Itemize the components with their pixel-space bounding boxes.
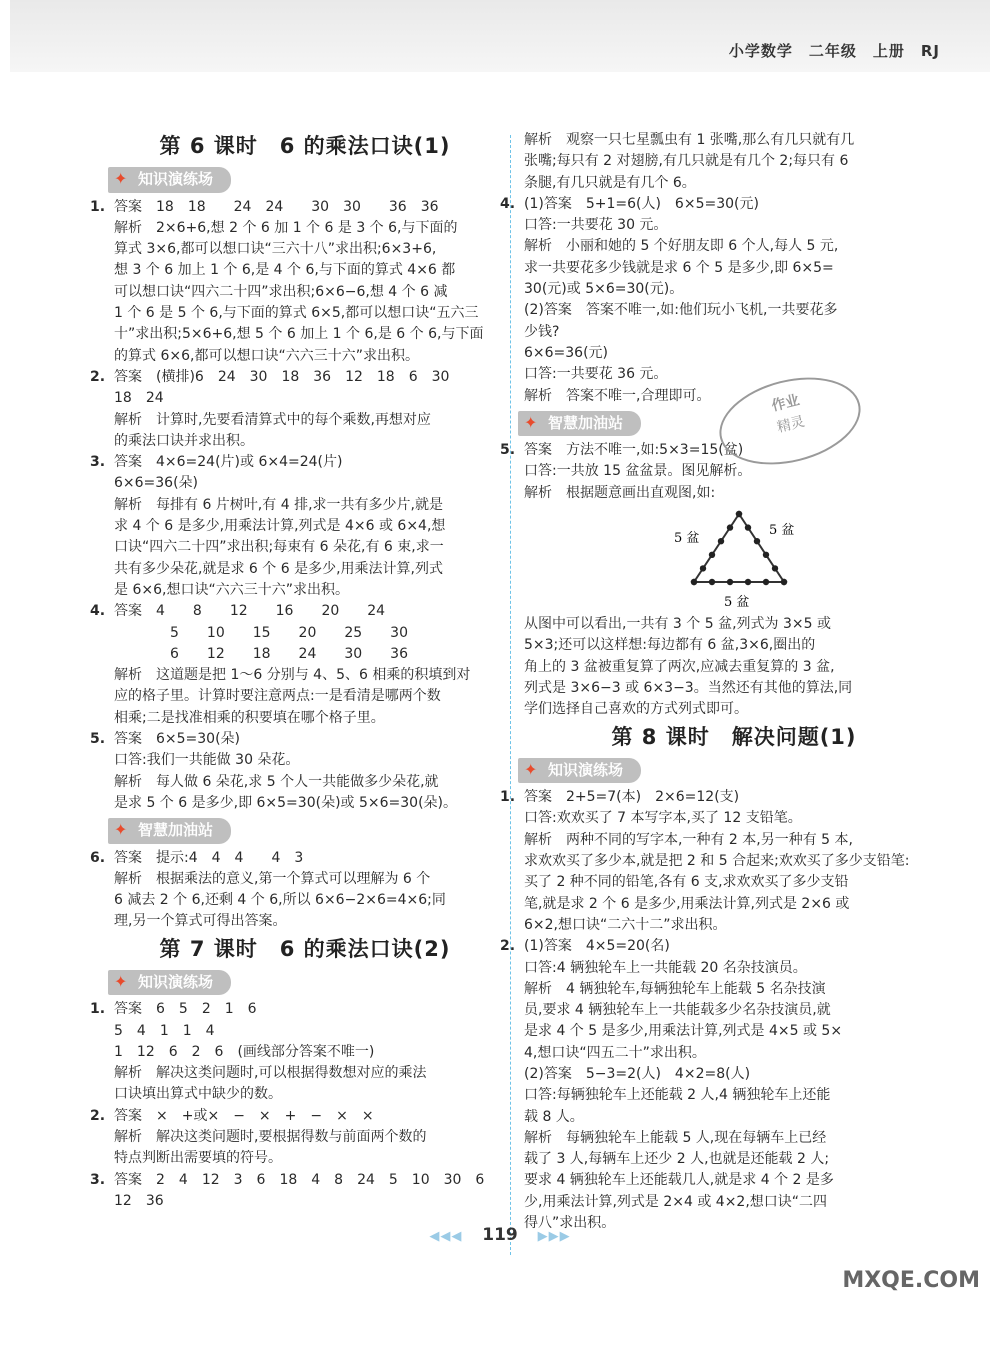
answer-text: 解析 每排有 6 片树叶,有 4 排,求一共有多少片,就是 <box>114 496 443 513</box>
answer-line <box>114 1042 496 1063</box>
answer-text: 解析 2×6+6,想 2 个 6 加 1 个 6 是 3 个 6,与下面的 <box>114 219 458 236</box>
answer-text: 张嘴;每只有 2 对翅膀,有几只就是有几个 2;每只有 6 <box>524 153 849 170</box>
answer-list <box>90 197 496 815</box>
answer-line <box>524 1149 944 1170</box>
section-tag-practice: ✦ 知识演练场 <box>108 970 231 995</box>
answer-text: 口答:一共要花 30 元。 <box>524 217 668 234</box>
answer-line <box>500 936 944 957</box>
answer-text: 1 个 6 是 5 个 6,与下面的算式 6×5,都可以想口诀“五六三 <box>114 305 479 322</box>
answer-line <box>114 1148 496 1169</box>
question-number: 4. <box>90 603 106 620</box>
answer-line <box>524 979 944 1000</box>
pot-dot <box>763 552 769 558</box>
answer-text: 1 12 6 2 6 (画线部分答案不唯一) <box>114 1043 375 1060</box>
answer-line <box>524 872 944 893</box>
answer-text: 5 10 15 20 25 30 <box>114 624 408 641</box>
answer-text: 员,要求 4 辆独轮车上一共能载多少名杂技演员,就 <box>524 1002 831 1019</box>
answer-text: 6×2,想口诀“二六十二”求出积。 <box>524 916 727 933</box>
answer-line <box>114 1021 496 1042</box>
answer-text: 的乘法口诀并求出积。 <box>114 432 254 449</box>
question-number: 1. <box>90 1001 106 1018</box>
answer-line <box>114 388 496 409</box>
answer-text: 的算式 6×6,都可以想口诀“六六三十六”求出积。 <box>114 347 419 364</box>
answer-line <box>524 343 944 364</box>
star-icon: ✦ <box>114 820 128 840</box>
answer-line <box>524 635 944 656</box>
answer-line <box>114 772 496 793</box>
lesson-title: 第 8 课时 解决问题(1) <box>611 724 857 749</box>
answer-text: 6 12 18 24 30 36 <box>114 645 408 662</box>
answer-text: 4,想口诀“四五二十”求出积。 <box>524 1044 706 1061</box>
pot-dot <box>763 579 769 585</box>
answer-line <box>90 729 496 750</box>
answer-text: 6×6=36(朵) <box>114 475 199 492</box>
answer-text: 答案 (横排)6 24 30 18 36 12 18 6 30 <box>114 368 450 385</box>
answer-line <box>524 830 944 851</box>
right-label: 5 盆 <box>769 523 795 539</box>
triangle-diagram-svg <box>524 504 944 614</box>
answer-text: 是 6×6,想口诀“六六三十六”求出积。 <box>114 581 349 598</box>
stamp: 作业 精灵 <box>710 364 870 478</box>
answer-text: 可以想口诀“四六二十四”求出积;6×6−6,想 4 个 6 减 <box>114 283 448 300</box>
question-number: 2. <box>90 368 106 385</box>
question-number: 3. <box>90 454 106 471</box>
answer-line <box>524 699 944 720</box>
answer-line <box>114 410 496 431</box>
book-info: 小学数学 二年级 上册 RJ <box>728 42 940 60</box>
answer-line <box>524 1000 944 1021</box>
answer-line <box>114 793 496 814</box>
answer-line <box>524 1170 944 1191</box>
answer-text: 答案 4 8 12 16 20 24 <box>114 603 386 620</box>
answer-text: 理,另一个算式可得出答案。 <box>114 913 287 930</box>
page-number: 119 <box>482 1225 518 1245</box>
answer-text: 6×6=36(元) <box>524 344 609 361</box>
star-icon: ✦ <box>114 169 128 189</box>
answer-line <box>114 260 496 281</box>
pot-dot <box>700 565 706 571</box>
answer-line <box>114 559 496 580</box>
answer-text: 解析 4 辆独轮车,每辆独轮车上能载 5 名杂技演 <box>524 980 826 997</box>
answer-text: 6 减去 2 个 6,还剩 4 个 6,所以 6×6−2×6=4×6;同 <box>114 892 446 909</box>
section-tag-wisdom: ✦ 智慧加油站 <box>518 411 641 436</box>
answer-line <box>114 431 496 452</box>
answer-text: 口答:我们一共能做 30 朵花。 <box>114 752 300 769</box>
answer-line <box>90 367 496 388</box>
question-number: 1. <box>90 198 106 215</box>
answer-line <box>500 787 944 808</box>
answer-text: 口答:一共放 15 盆盆景。图见解析。 <box>524 463 752 480</box>
answer-line <box>114 911 496 932</box>
answer-text: 答案 6 5 2 1 6 <box>114 1001 257 1018</box>
left-column <box>90 130 496 1212</box>
answer-list <box>500 787 944 1234</box>
answer-line <box>524 130 944 151</box>
answer-text: 求欢欢买了多少本,就是把 2 和 5 合起来;欢欢买了多少支铅笔: <box>524 853 910 870</box>
answer-text: 解析 解决这类问题时,要根据得数与前面两个数的 <box>114 1129 427 1146</box>
answer-line <box>500 194 944 215</box>
header-band <box>10 0 990 72</box>
answer-list <box>90 848 496 933</box>
answer-text: 解析 解决这类问题时,可以根据得数想对应的乘法 <box>114 1065 427 1082</box>
answer-text: 答案 方法不唯一,如:5×3=15(盆) <box>524 442 744 459</box>
answer-line <box>524 1107 944 1128</box>
question-number: 2. <box>90 1107 106 1124</box>
pot-dot <box>691 579 697 585</box>
answer-line <box>114 665 496 686</box>
answer-text: 要求 4 辆独轮车上还能载几人,就是求 4 个 2 是多 <box>524 1172 834 1189</box>
answer-line <box>114 708 496 729</box>
answer-line <box>114 346 496 367</box>
answer-line <box>524 1192 944 1213</box>
question-number: 2. <box>500 938 516 955</box>
answer-line <box>90 601 496 622</box>
answer-text: 笔,就是求 2 个 6 是多少,用乘法计算,列式是 2×6 或 <box>524 895 850 912</box>
question-number: 1. <box>500 789 516 806</box>
question-number: 5. <box>90 731 106 748</box>
answer-text: 口答:每辆独轮车上还能载 2 人,4 辆独轮车上还能 <box>524 1087 831 1104</box>
pot-dot <box>727 524 733 530</box>
answer-line <box>524 1085 944 1106</box>
answer-line <box>114 1084 496 1105</box>
answer-line <box>90 1106 496 1127</box>
answer-line <box>524 1043 944 1064</box>
answer-line <box>524 151 944 172</box>
answer-line <box>524 678 944 699</box>
answer-text: 答案 6×5=30(朵) <box>114 731 241 748</box>
answer-line <box>90 999 496 1020</box>
answer-text: 5 4 1 1 4 <box>114 1022 215 1039</box>
answer-text: 解析 根据乘法的意义,第一个算式可以理解为 6 个 <box>114 870 431 887</box>
pot-dot <box>772 565 778 571</box>
left-label: 5 盆 <box>674 531 700 547</box>
answer-line <box>524 958 944 979</box>
column-divider <box>510 135 511 1255</box>
answer-text: 算式 3×6,都可以想口诀“三六十八”求出积;6×3+6, <box>114 241 437 258</box>
answer-line <box>114 516 496 537</box>
answer-text: 解析 每人做 6 朵花,求 5 个人一共能做多少朵花,就 <box>114 773 439 790</box>
answer-list <box>90 999 496 1212</box>
pot-dot <box>718 538 724 544</box>
answer-text: 口答:4 辆独轮车上一共能载 20 名杂技演员。 <box>524 959 807 976</box>
answer-text: 解析 根据题意画出直观图,如: <box>524 484 716 501</box>
answer-list <box>524 614 944 720</box>
answer-text: 答案 2 4 12 3 6 18 4 8 24 5 10 30 6 <box>114 1171 485 1188</box>
answer-line <box>114 750 496 771</box>
answer-line <box>524 483 944 504</box>
answer-line <box>114 890 496 911</box>
question-number: 3. <box>90 1171 106 1188</box>
answer-line <box>524 173 944 194</box>
answer-text: 列式是 3×6−3 或 6×3−3。当然还有其他的算法,同 <box>524 679 853 696</box>
prev-arrows-icon: ◀◀◀ <box>429 1229 463 1244</box>
answer-line <box>524 364 944 385</box>
pot-dot <box>754 538 760 544</box>
answer-text: 是求 5 个 6 是多少,即 6×5=30(朵)或 5×6=30(朵)。 <box>114 794 457 811</box>
answer-text: 答案 4×6=24(片)或 6×4=24(片) <box>114 454 343 471</box>
answer-text: 应的格子里。计算时要注意两点:一是看清是哪两个数 <box>114 688 441 705</box>
answer-line <box>114 537 496 558</box>
answer-text: 口答:一共要花 36 元。 <box>524 366 668 383</box>
answer-line <box>524 258 944 279</box>
answer-text: 学们选择自己喜欢的方式列式即可。 <box>524 701 748 718</box>
answer-text: 求一共要花多少钱就是求 6 个 5 是多少,即 6×5= <box>524 259 834 276</box>
answer-text: 载了 3 人,每辆车上还少 2 人,也就是还能载 2 人; <box>524 1151 830 1168</box>
question-number: 6. <box>90 849 106 866</box>
star-icon: ✦ <box>524 759 538 779</box>
answer-line <box>114 869 496 890</box>
answer-text: 答案 2+5=7(本) 2×6=12(支) <box>524 789 740 806</box>
answer-line <box>114 1127 496 1148</box>
answer-text: (1)答案 4×5=20(名) <box>524 938 670 955</box>
pot-dot <box>709 579 715 585</box>
pot-dot <box>745 524 751 530</box>
answer-line <box>114 239 496 260</box>
answer-line <box>114 1191 496 1212</box>
answer-text: 口诀填出算式中缺少的数。 <box>114 1086 282 1103</box>
answer-text: 是求 4 个 5 是多少,用乘法计算,列式是 4×5 或 5× <box>524 1023 843 1040</box>
answer-line <box>524 1128 944 1149</box>
answer-line <box>524 614 944 635</box>
pot-dot <box>781 579 787 585</box>
pot-dot <box>727 579 733 585</box>
answer-line <box>114 1063 496 1084</box>
answer-text: 载 8 人。 <box>524 1108 584 1125</box>
answer-text: 解析 这道题是把 1～6 分别与 4、5、6 相乘的积填到对 <box>114 667 471 684</box>
answer-text: (2)答案 答案不唯一,如:他们玩小飞机,一共要花多 <box>524 302 838 319</box>
answer-list <box>500 130 944 407</box>
right-column <box>500 130 944 1234</box>
answer-line <box>524 657 944 678</box>
answer-text: 30(元)或 5×6=30(元)。 <box>524 281 684 298</box>
answer-text: 买了 2 种不同的铅笔,各有 6 支,求欢欢买了多少支铅 <box>524 874 849 891</box>
answer-text: 共有多少朵花,就是求 6 个 6 是多少,用乘法计算,列式 <box>114 560 443 577</box>
answer-line <box>114 324 496 345</box>
answer-line <box>524 279 944 300</box>
answer-text: 解析 答案不唯一,合理即可。 <box>524 387 711 404</box>
bottom-label: 5 盆 <box>724 595 750 611</box>
star-icon: ✦ <box>524 412 538 432</box>
triangle-diagram <box>524 504 944 614</box>
answer-text: 18 24 <box>114 390 164 407</box>
answer-text: 从图中可以看出,一共有 3 个 5 盆,列式为 3×5 或 <box>524 616 831 633</box>
pot-dots <box>691 511 787 585</box>
pot-dot <box>745 579 751 585</box>
answer-text: 少,用乘法计算,列式是 2×4 或 4×2,想口诀“二四 <box>524 1193 828 1210</box>
answer-text: 12 36 <box>114 1192 164 1209</box>
answer-text: 求 4 个 6 是多少,用乘法计算,列式是 4×6 或 6×4,想 <box>114 518 446 535</box>
page-footer <box>0 1225 1000 1245</box>
answer-line <box>524 894 944 915</box>
answer-text: 特点判断出需要填的符号。 <box>114 1150 282 1167</box>
star-icon: ✦ <box>114 971 128 991</box>
answer-text: 解析 观察一只七星瓢虫有 1 张嘴,那么有几只就有几 <box>524 132 855 148</box>
answer-text: 条腿,有几只就是有几个 6。 <box>524 174 696 191</box>
answer-text: (2)答案 5−3=2(人) 4×2=8(人) <box>524 1065 751 1082</box>
answer-line <box>524 851 944 872</box>
answer-text: 得八”求出积。 <box>524 1215 616 1232</box>
answer-line <box>90 1170 496 1191</box>
answer-line <box>114 495 496 516</box>
site-logo: MXQE.COM <box>842 1268 980 1293</box>
answer-line <box>114 644 496 665</box>
answer-line <box>524 1064 944 1085</box>
pot-dot <box>709 552 715 558</box>
answer-line <box>524 236 944 257</box>
answer-text: 答案 × +或× − × + − × × <box>114 1107 374 1124</box>
section-tag-practice: ✦ 知识演练场 <box>518 758 641 783</box>
answer-line <box>114 303 496 324</box>
answer-text: 少钱? <box>524 323 560 340</box>
question-number: 4. <box>500 195 516 212</box>
answer-text: 相乘;二是找准相乘的积要填在哪个格子里。 <box>114 709 385 726</box>
pot-dot <box>736 511 742 517</box>
answer-text: 口答:欢欢买了 7 本写字本,买了 12 支铅笔。 <box>524 810 802 827</box>
question-number: 5. <box>500 442 516 459</box>
answer-text: 答案 提示:4 4 4 4 3 <box>114 849 304 866</box>
answer-line <box>524 1021 944 1042</box>
answer-line <box>114 623 496 644</box>
answer-line <box>524 808 944 829</box>
lesson-title: 第 7 课时 6 的乘法口诀(2) <box>159 936 451 961</box>
answer-text: 5×3;还可以这样想:每边都有 6 盆,3×6,圈出的 <box>524 637 816 654</box>
answer-text: 答案 18 18 24 24 30 30 36 36 <box>114 198 439 215</box>
lesson-title: 第 6 课时 6 的乘法口诀(1) <box>159 134 451 158</box>
answer-line <box>524 300 944 321</box>
answer-text: 十”求出积;5×6+6,想 5 个 6 加上 1 个 6,是 6 个 6,与下面 <box>114 326 484 343</box>
answer-line <box>524 215 944 236</box>
answer-text: 想 3 个 6 加上 1 个 6,是 4 个 6,与下面的算式 4×6 都 <box>114 262 456 279</box>
answer-line <box>114 686 496 707</box>
answer-text: 角上的 3 盆被重复算了两次,应减去重复算的 3 盆, <box>524 658 835 675</box>
answer-text: 解析 计算时,先要看清算式中的每个乘数,再想对应 <box>114 411 431 428</box>
answer-text: 解析 小丽和她的 5 个好朋友即 6 个人,每人 5 元, <box>524 238 839 255</box>
answer-line <box>90 452 496 473</box>
section-tag-practice: ✦ 知识演练场 <box>108 167 231 192</box>
section-tag-wisdom: ✦ 智慧加油站 <box>108 818 231 843</box>
answer-line <box>90 197 496 218</box>
answer-line <box>114 580 496 601</box>
answer-text: 解析 每辆独轮车上能载 5 人,现在每辆车上已经 <box>524 1129 827 1146</box>
answer-line <box>524 322 944 343</box>
answer-line <box>114 282 496 303</box>
answer-line <box>114 218 496 239</box>
answer-line <box>90 848 496 869</box>
answer-line <box>524 915 944 936</box>
answer-text: 解析 两种不同的写字本,一种有 2 本,另一种有 5 本, <box>524 831 853 848</box>
answer-line <box>114 473 496 494</box>
next-arrows-icon: ▶▶▶ <box>537 1229 571 1244</box>
answer-text: (1)答案 5+1=6(人) 6×5=30(元) <box>524 195 759 212</box>
answer-text: 口诀“四六二十四”求出积;每束有 6 朵花,有 6 束,求一 <box>114 539 444 556</box>
answer-line <box>524 461 944 482</box>
